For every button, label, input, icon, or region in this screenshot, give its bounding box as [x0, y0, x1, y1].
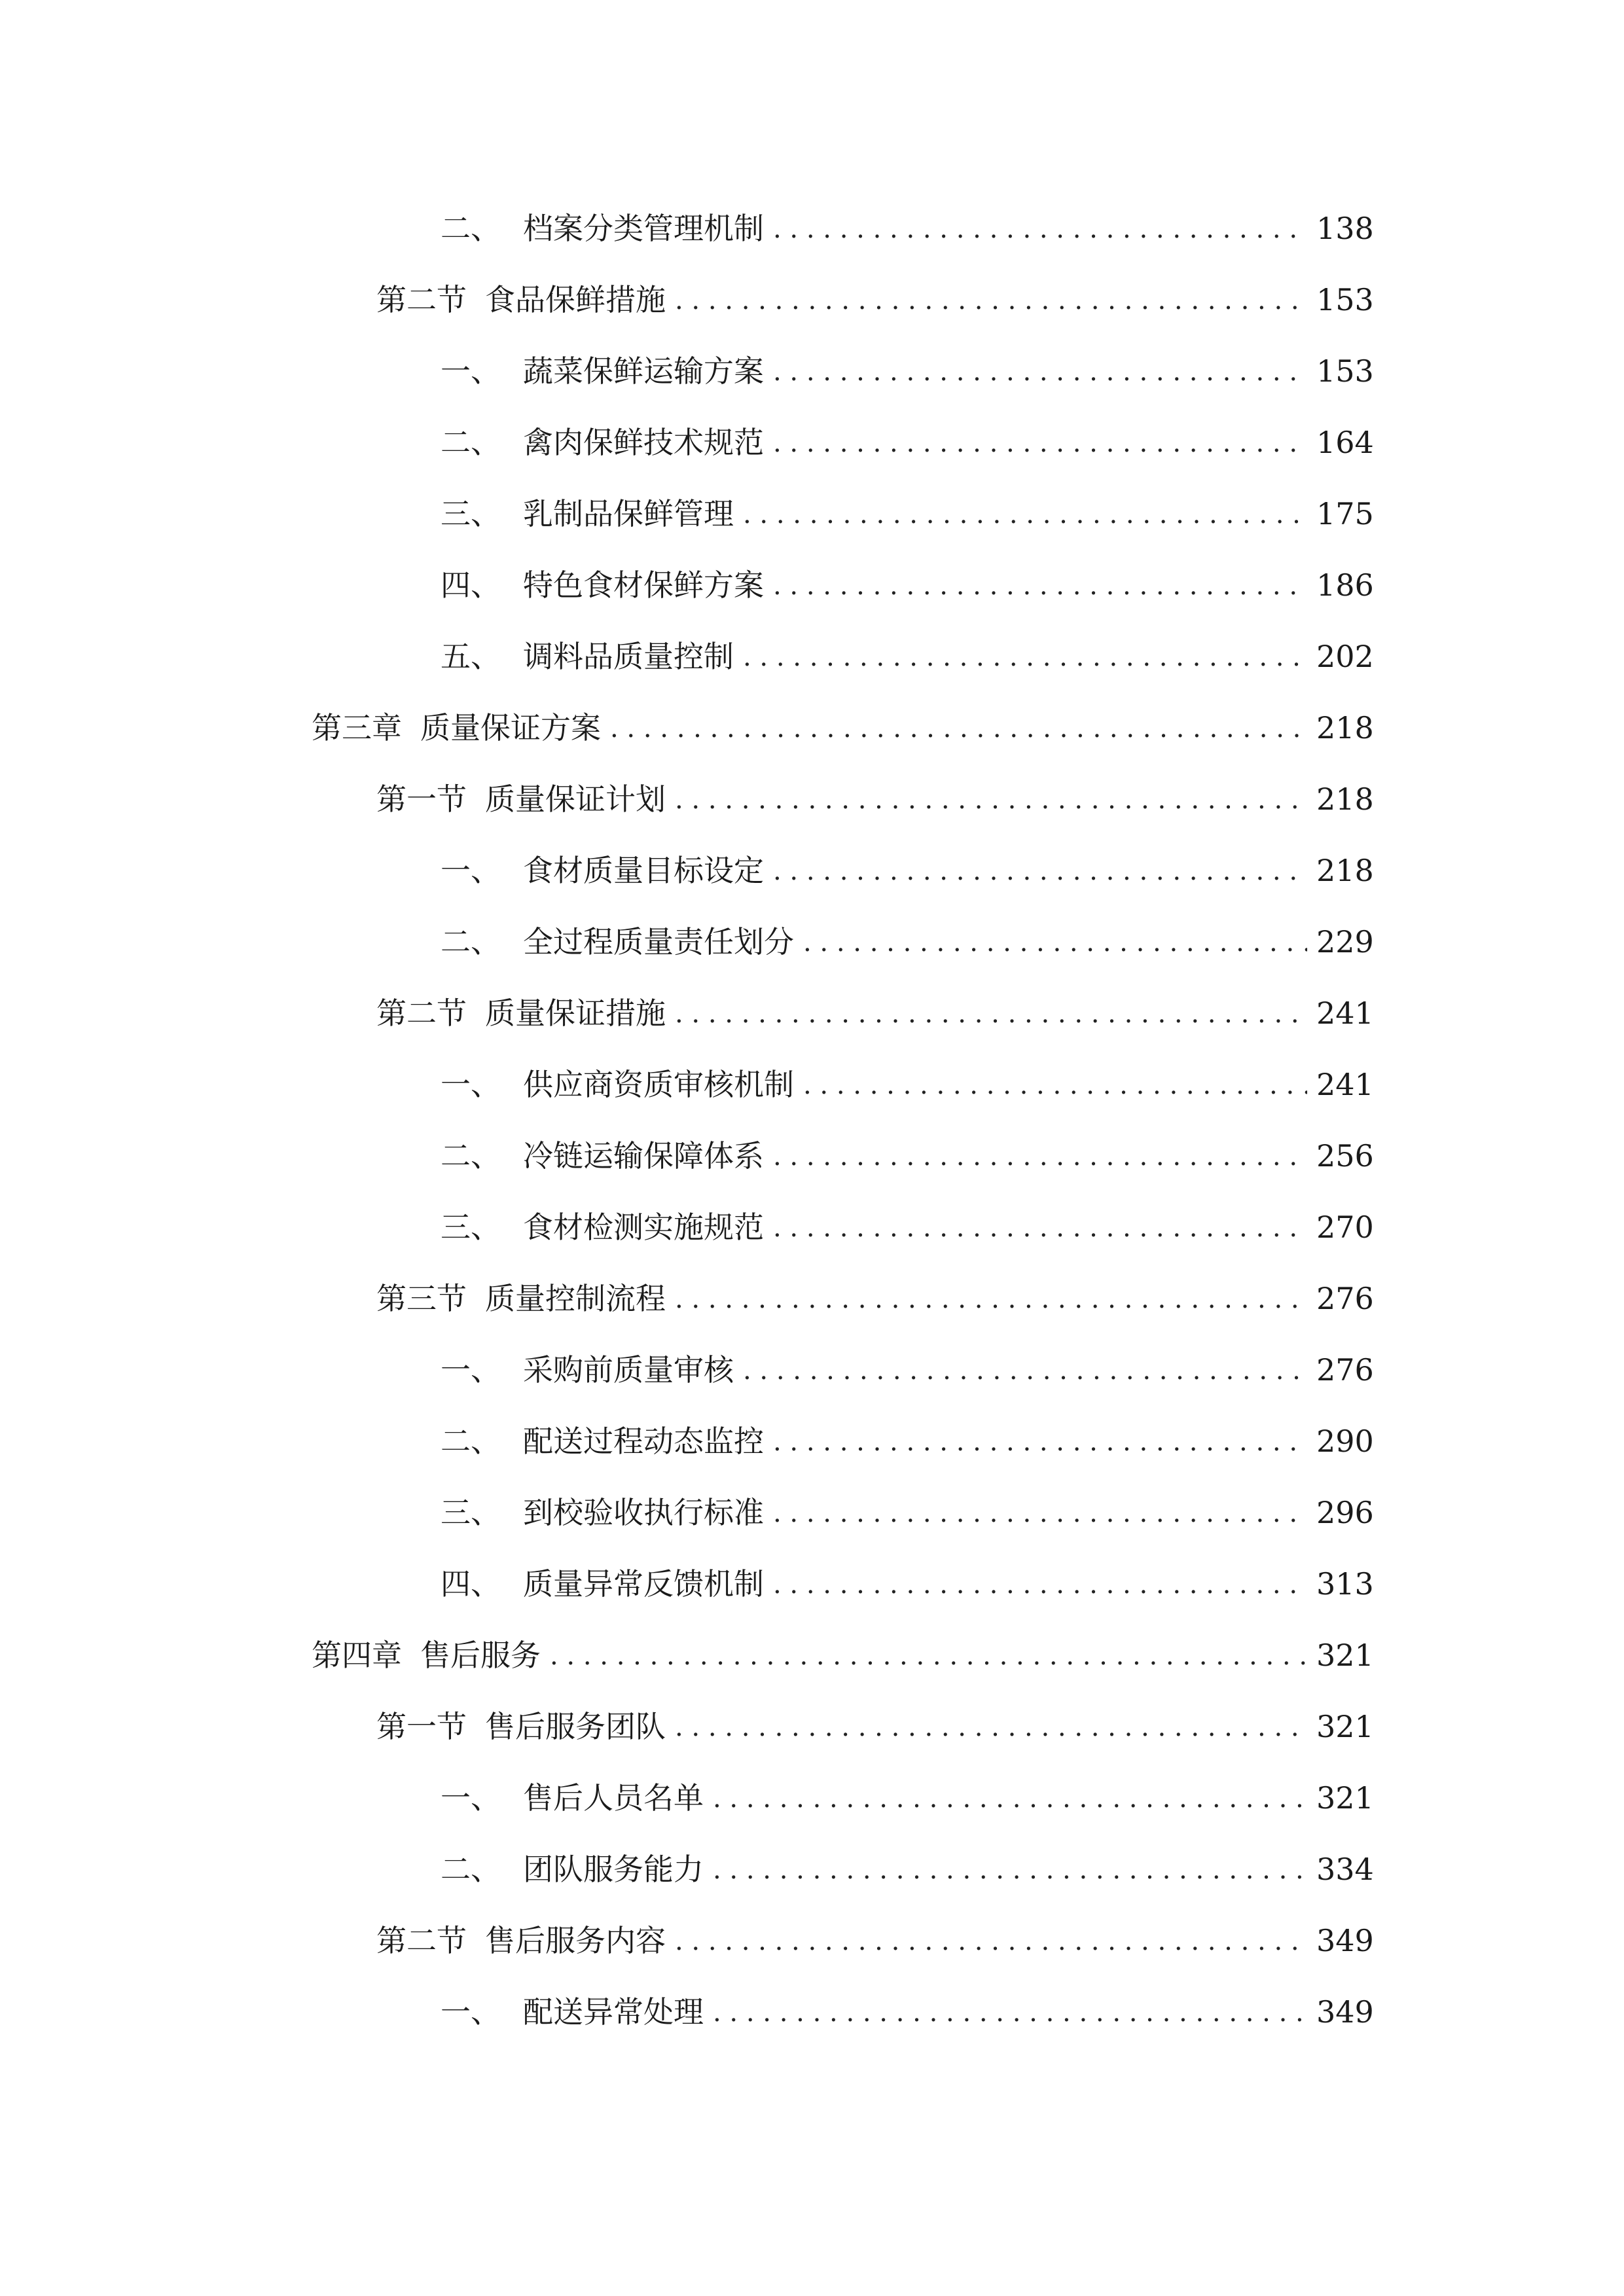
toc-entry[interactable]: [441, 1119, 1374, 1174]
toc-entry-title: 档案分类管理机制: [523, 211, 764, 246]
toc-entry[interactable]: [376, 762, 1374, 817]
dot-leader: [773, 430, 1307, 457]
toc-entry-page: 349: [1316, 1923, 1374, 1958]
dot-leader: [550, 1643, 1307, 1670]
dot-leader: [713, 1785, 1307, 1813]
dot-leader: [773, 573, 1307, 600]
toc-entry-title: 到校验收执行标准: [523, 1495, 764, 1530]
toc-entry[interactable]: [441, 1475, 1374, 1530]
toc-entry-title: 供应商资质审核机制: [523, 1067, 794, 1102]
toc-entry-title: 乳制品保鲜管理: [523, 496, 734, 531]
dot-leader: [713, 1857, 1307, 1884]
toc-entry-number: 二、: [441, 924, 501, 960]
toc-entry-page: 290: [1316, 1424, 1374, 1459]
toc-entry-page: 349: [1316, 1994, 1374, 2030]
toc-entry-title: 售后服务内容: [485, 1923, 666, 1958]
toc-entry-number: 一、: [441, 1067, 501, 1102]
dot-leader: [773, 1215, 1307, 1242]
toc-entry[interactable]: [376, 1261, 1374, 1316]
dot-leader: [773, 1571, 1307, 1599]
dot-leader: [773, 216, 1307, 243]
toc-entry-number: 二、: [441, 1852, 501, 1887]
dot-leader: [743, 644, 1307, 672]
dot-leader: [675, 287, 1307, 315]
toc-entry[interactable]: [441, 619, 1374, 674]
toc-entry[interactable]: [376, 1903, 1374, 1958]
toc-entry-page: 276: [1316, 1352, 1374, 1388]
toc-entry-page: 313: [1316, 1566, 1374, 1602]
toc-entry-number: 第二节: [376, 996, 467, 1031]
toc-entry-page: 321: [1316, 1709, 1374, 1744]
toc-entry-title: 团队服务能力: [523, 1852, 704, 1887]
toc-entry-number: 第一节: [376, 1709, 467, 1744]
toc-entry-title: 质量控制流程: [485, 1281, 666, 1316]
toc-entry[interactable]: [441, 1333, 1374, 1388]
toc-entry-number: 一、: [441, 1352, 501, 1388]
toc-entry[interactable]: [441, 1047, 1374, 1102]
toc-entry-number: 三、: [441, 1495, 501, 1530]
toc-entry-number: 四、: [441, 1566, 501, 1602]
toc-entry-page: 153: [1316, 282, 1374, 317]
toc-entry[interactable]: [441, 1761, 1374, 1816]
dot-leader: [743, 501, 1307, 529]
toc-entry[interactable]: [441, 334, 1374, 389]
dot-leader: [773, 1500, 1307, 1528]
toc-entry-page: 241: [1316, 996, 1374, 1031]
toc-entry-page: 229: [1316, 924, 1374, 960]
toc-entry-title: 食品保鲜措施: [485, 282, 666, 317]
toc-entry-title: 食材质量目标设定: [523, 853, 764, 888]
toc-entry-page: 276: [1316, 1281, 1374, 1316]
toc-entry-title: 采购前质量审核: [523, 1352, 734, 1388]
toc-entry[interactable]: [441, 833, 1374, 888]
toc-entry-number: 二、: [441, 425, 501, 460]
toc-entry[interactable]: [312, 1618, 1374, 1673]
toc-entry-number: 四、: [441, 567, 501, 603]
dot-leader: [675, 1714, 1307, 1742]
toc-entry-page: 334: [1316, 1852, 1374, 1887]
toc-entry-number: 第三章: [312, 710, 402, 745]
toc-entry[interactable]: [441, 1404, 1374, 1459]
dot-leader: [773, 359, 1307, 386]
toc-entry-page: 218: [1316, 853, 1374, 888]
dot-leader: [675, 787, 1307, 814]
toc-entry-page: 321: [1316, 1638, 1374, 1673]
toc-entry-page: 153: [1316, 353, 1374, 389]
toc-entry-title: 售后服务团队: [485, 1709, 666, 1744]
dot-leader: [675, 1001, 1307, 1028]
toc-entry[interactable]: [441, 476, 1374, 531]
toc-entry-title: 质量保证方案: [420, 710, 601, 745]
toc-entry[interactable]: [376, 1689, 1374, 1744]
toc-entry-number: 三、: [441, 1210, 501, 1245]
toc-entry-page: 186: [1316, 567, 1374, 603]
toc-entry-page: 175: [1316, 496, 1374, 531]
toc-entry-number: 第一节: [376, 781, 467, 817]
toc-entry-number: 第二节: [376, 282, 467, 317]
toc-entry[interactable]: [441, 1975, 1374, 2030]
dot-leader: [675, 1286, 1307, 1314]
toc-entry-number: 二、: [441, 1424, 501, 1459]
toc-entry-page: 218: [1316, 710, 1374, 745]
toc-entry-title: 配送异常处理: [523, 1994, 704, 2030]
toc-entry[interactable]: [441, 191, 1374, 246]
toc-entry-page: 256: [1316, 1138, 1374, 1174]
toc-entry-number: 二、: [441, 211, 501, 246]
toc-entry-title: 食材检测实施规范: [523, 1210, 764, 1245]
toc-entry-page: 321: [1316, 1780, 1374, 1816]
dot-leader: [743, 1357, 1307, 1385]
toc-entry[interactable]: [376, 976, 1374, 1031]
dot-leader: [713, 2000, 1307, 2027]
toc-entry-title: 售后服务: [420, 1638, 541, 1673]
toc-entry-page: 202: [1316, 639, 1374, 674]
toc-entry-number: 五、: [441, 639, 501, 674]
toc-entry-title: 质量异常反馈机制: [523, 1566, 764, 1602]
toc-entry-title: 售后人员名单: [523, 1780, 704, 1816]
toc-entry-title: 全过程质量责任划分: [523, 924, 794, 960]
toc-entry[interactable]: [441, 405, 1374, 460]
toc-entry-title: 调料品质量控制: [523, 639, 734, 674]
dot-leader: [610, 715, 1307, 743]
toc-entry[interactable]: [441, 1832, 1374, 1887]
toc-entry-number: 一、: [441, 853, 501, 888]
dot-leader: [675, 1928, 1307, 1956]
toc-entry-number: 一、: [441, 353, 501, 389]
dot-leader: [803, 929, 1307, 957]
toc-entry-page: 218: [1316, 781, 1374, 817]
toc-entry[interactable]: [441, 1547, 1374, 1602]
toc-entry[interactable]: [441, 905, 1374, 960]
dot-leader: [773, 1143, 1307, 1171]
toc-entry-title: 配送过程动态监控: [523, 1424, 764, 1459]
toc-entry-number: 三、: [441, 496, 501, 531]
toc-entry[interactable]: [441, 1190, 1374, 1245]
dot-leader: [803, 1072, 1307, 1100]
toc-entry-number: 一、: [441, 1780, 501, 1816]
toc-entry-page: 270: [1316, 1210, 1374, 1245]
toc-entry[interactable]: [312, 691, 1374, 745]
dot-leader: [773, 1429, 1307, 1456]
toc-entry-number: 第四章: [312, 1638, 402, 1673]
toc-entry-title: 质量保证计划: [485, 781, 666, 817]
toc-entry-number: 第三节: [376, 1281, 467, 1316]
toc-entry-number: 一、: [441, 1994, 501, 2030]
toc-entry-title: 禽肉保鲜技术规范: [523, 425, 764, 460]
toc-entry-title: 特色食材保鲜方案: [523, 567, 764, 603]
toc-entry-page: 241: [1316, 1067, 1374, 1102]
toc-entry[interactable]: [376, 262, 1374, 317]
toc-entry-title: 冷链运输保障体系: [523, 1138, 764, 1174]
toc-entry-page: 164: [1316, 425, 1374, 460]
toc-entry-page: 296: [1316, 1495, 1374, 1530]
toc-entry-number: 二、: [441, 1138, 501, 1174]
toc-entry-title: 蔬菜保鲜运输方案: [523, 353, 764, 389]
toc-entry-title: 质量保证措施: [485, 996, 666, 1031]
dot-leader: [773, 858, 1307, 886]
toc-entry-page: 138: [1316, 211, 1374, 246]
toc-entry[interactable]: [441, 548, 1374, 603]
toc-entry-number: 第二节: [376, 1923, 467, 1958]
